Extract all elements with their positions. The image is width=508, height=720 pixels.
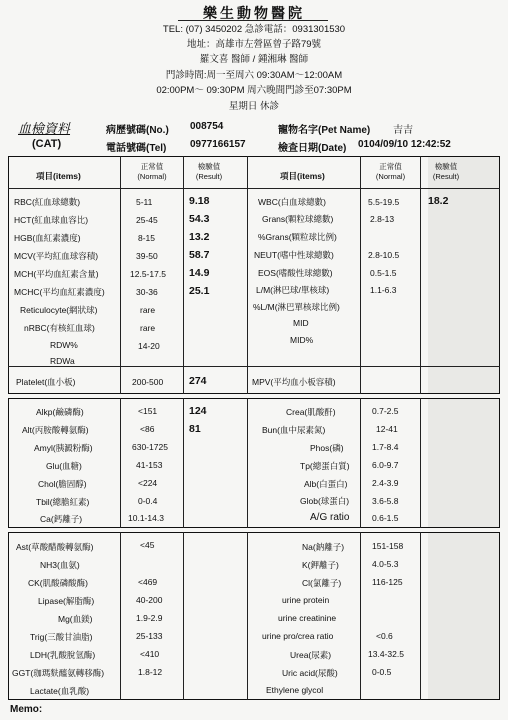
- table-row-item: Alt(丙胺酸轉氨酶): [22, 425, 89, 435]
- table-row-normal: 1.1-6.3: [370, 285, 397, 295]
- cbc-platelet-line: [8, 366, 500, 367]
- table-row-result: 54.3: [189, 213, 210, 225]
- divider: [420, 156, 421, 394]
- table-row-item: Lactate(血乳酸): [30, 686, 90, 696]
- divider: [247, 398, 248, 528]
- pet-name-label: 寵物名字(Pet Name): [278, 125, 371, 136]
- clinic-phone: TEL: (07) 3450202 急診電話：0931301530: [162, 24, 346, 35]
- table-row-result: 124: [189, 405, 207, 417]
- table-row-normal: 4.0-5.3: [372, 559, 399, 569]
- table-row-item: Na(鈉離子): [302, 542, 345, 552]
- table-row-normal: 0.7-2.5: [372, 406, 399, 416]
- divider: [420, 532, 421, 700]
- table-row-normal: 0-0.5: [372, 667, 392, 677]
- clinic-hours-2: 02:00PM～ 09:30PM 周六晚間門診至07:30PM: [156, 85, 352, 96]
- table-row-normal: 2.8-13: [370, 214, 395, 224]
- table-row-item: Amyl(胰澱粉酶): [34, 443, 93, 453]
- header-item: 項目(items): [36, 171, 81, 181]
- table-row-item: LDH(乳酸脫氫酶): [30, 650, 96, 660]
- header-normal: 正常值: [140, 162, 164, 171]
- table-row-result: 18.2: [428, 195, 449, 207]
- table-row-normal: 30-36: [136, 287, 158, 297]
- table-row-normal: 25-133: [136, 631, 163, 641]
- platelet-normal: 200-500: [132, 377, 164, 387]
- table-row-item: Bun(血中尿素氮): [262, 425, 326, 435]
- memo-label: Memo:: [10, 704, 43, 715]
- platelet-item: Platelet(血小板): [16, 377, 76, 387]
- mpv-item: MPV(平均血小板容積): [252, 377, 336, 387]
- divider: [120, 398, 121, 528]
- table-row-normal: 8-15: [138, 233, 156, 243]
- cbc-header-line: [8, 188, 500, 189]
- table-row-item: urine creatinine: [278, 613, 337, 623]
- table-row-item: %L/M(淋巴單核球比例): [253, 302, 340, 312]
- table-row-result: 13.2: [189, 231, 210, 243]
- date-label: 檢查日期(Date): [278, 143, 347, 154]
- table-row-normal: 630-1725: [132, 442, 168, 452]
- header-result-en: (Result): [195, 172, 223, 181]
- table-row-item: WBC(白血球總數): [258, 197, 326, 207]
- header-result-en: (Result): [432, 172, 460, 181]
- table-row-item: Ethylene glycol: [266, 685, 324, 695]
- table-row-normal: 14-20: [138, 341, 160, 351]
- table-row-normal: 5-11: [136, 197, 153, 207]
- table-row-item: A/G ratio: [310, 512, 350, 523]
- table-row-item: Mg(血鎂): [58, 614, 93, 624]
- table-row-normal: rare: [140, 323, 156, 333]
- record-value: 008754: [190, 121, 224, 132]
- table-row-item: MCV(平均紅血球容積): [14, 251, 99, 261]
- table-row-normal: <86: [140, 424, 155, 434]
- platelet-result: 274: [189, 375, 207, 387]
- record-label: 病歷號碼(No.): [106, 125, 169, 136]
- table-row-item: Crea(肌酸酐): [286, 407, 336, 417]
- table-row-normal: 0-0.4: [138, 496, 158, 506]
- tel-value: 0977166157: [190, 139, 246, 150]
- table-row-normal: 40-200: [136, 595, 163, 605]
- table-row-normal: 1.8-12: [138, 667, 163, 677]
- table-row-item: Ca(鈣離子): [40, 514, 83, 524]
- table-row-normal: 151-158: [372, 541, 404, 551]
- table-row-item: L/M(淋巴球/單核球): [256, 285, 330, 295]
- header-normal: 正常值: [379, 162, 402, 171]
- table-row-normal: <151: [138, 406, 158, 416]
- table-row-item: HCT(紅血球血容比): [14, 215, 89, 225]
- table-row-item: Alkp(鹼磷酶): [36, 407, 84, 417]
- header-normal-en: (Normal): [137, 172, 167, 181]
- divider: [120, 532, 121, 700]
- table-row-item: MID%: [290, 335, 314, 345]
- table-row-normal: 0.6-1.5: [372, 513, 399, 523]
- table-row-item: Uric acid(尿酸): [282, 668, 338, 678]
- cbc-shade: [428, 157, 499, 393]
- table-row-result: 58.7: [189, 249, 210, 261]
- table-row-normal: <224: [138, 478, 158, 488]
- header-normal-en: (Normal): [375, 172, 406, 181]
- table-row-normal: 2.8-10.5: [368, 250, 400, 260]
- table-row-normal: 5.5-19.5: [368, 197, 400, 207]
- clinic-name: 樂生動物醫院: [203, 6, 305, 22]
- table-row-normal: <410: [140, 649, 160, 659]
- table-row-normal: 12.5-17.5: [130, 269, 166, 279]
- form-subtitle: (CAT): [32, 138, 62, 150]
- table-row-item: K(鉀離子): [302, 560, 339, 570]
- table-row-item: Glob(球蛋白): [300, 496, 350, 506]
- table-row-normal: 25-45: [136, 215, 158, 225]
- table-row-normal: 39-50: [136, 251, 158, 261]
- table-row-normal: 1.9-2.9: [136, 613, 163, 623]
- table-row-normal: 10.1-14.3: [128, 513, 164, 523]
- table-row-item: Trig(三酸甘油脂): [30, 632, 93, 642]
- table-row-normal: 41-153: [136, 460, 163, 470]
- header-result: 檢驗值: [434, 162, 458, 171]
- date-value: 0104/09/10 12:42:52: [358, 139, 451, 150]
- table-row-item: Tbil(總膽紅素): [36, 497, 90, 507]
- table-row-item: RDWa: [50, 356, 75, 366]
- table-row-item: MCHC(平均血紅素濃度): [14, 287, 105, 297]
- table-row-normal: <0.6: [376, 631, 393, 641]
- divider: [247, 532, 248, 700]
- header-item: 項目(items): [280, 171, 325, 181]
- divider: [360, 532, 361, 700]
- tel-label: 電話號碼(Tel): [106, 143, 167, 154]
- divider: [247, 156, 248, 394]
- divider: [183, 532, 184, 700]
- form-title: 血檢資料: [18, 122, 71, 137]
- table-row-item: CK(肌酸磷酸酶): [28, 578, 88, 588]
- divider: [360, 156, 361, 394]
- table-row-item: urine protein: [282, 595, 330, 605]
- table-row-item: nRBC(有核紅血球): [24, 323, 95, 333]
- divider: [420, 398, 421, 528]
- table-row-item: urine pro/crea ratio: [262, 631, 334, 641]
- table-row-item: NH3(血氨): [40, 560, 80, 570]
- table-row-item: Grans(顆粒球總數): [262, 214, 334, 224]
- table-row-item: Phos(磷): [310, 443, 344, 453]
- table-row-result: 9.18: [189, 195, 210, 207]
- divider: [360, 398, 361, 528]
- table-row-normal: 2.4-3.9: [372, 478, 399, 488]
- table-row-normal: <469: [138, 577, 158, 587]
- table-row-item: Tp(總蛋白質): [300, 461, 350, 471]
- pet-name-value: 吉吉: [393, 125, 413, 136]
- table-row-item: GGT(珈瑪麩醯氨轉移酶): [12, 668, 105, 678]
- clinic-doctors: 羅文喜 醫師 / 鍾湘琳 醫師: [199, 54, 309, 65]
- table-row-normal: <45: [140, 540, 155, 550]
- table-row-item: Ast(草酸醋酸轉氨酶): [16, 542, 94, 552]
- table-row-item: Cl(氯離子): [302, 578, 342, 588]
- table-row-item: Alb(白蛋白): [304, 479, 348, 489]
- table-row-item: RBC(紅血球總數): [14, 197, 81, 207]
- table-row-item: MCH(平均血紅素含量): [14, 269, 99, 279]
- chem1-shade: [428, 399, 499, 527]
- table-row-normal: 12-41: [376, 424, 398, 434]
- table-row-item: Urea(尿素): [290, 650, 332, 660]
- table-row-result: 81: [189, 423, 201, 435]
- table-row-item: HGB(血紅素濃度): [14, 233, 81, 243]
- table-row-normal: 1.7-8.4: [372, 442, 399, 452]
- divider: [183, 398, 184, 528]
- table-row-item: Lipase(解脂酶): [38, 596, 95, 606]
- chem2-shade: [428, 533, 499, 699]
- table-row-item: Reticulocyte(網狀球): [20, 305, 98, 315]
- table-row-item: Glu(血糖): [46, 461, 82, 471]
- table-row-normal: 3.6-5.8: [372, 496, 399, 506]
- table-row-item: RDW%: [50, 340, 78, 350]
- clinic-address: 地址：高雄市左營區曾子路79號: [186, 39, 322, 50]
- table-row-normal: 116-125: [372, 577, 403, 587]
- table-row-item: MID: [293, 318, 309, 328]
- table-row-normal: rare: [140, 305, 156, 315]
- table-row-item: %Grans(顆粒球比例): [258, 232, 337, 242]
- header-result: 檢驗值: [197, 162, 221, 171]
- table-row-result: 14.9: [189, 267, 210, 279]
- table-row-item: Chol(膽固醇): [38, 479, 87, 489]
- divider: [183, 156, 184, 394]
- table-row-normal: 13.4-32.5: [368, 649, 404, 659]
- table-row-normal: 6.0-9.7: [372, 460, 399, 470]
- table-row-normal: 0.5-1.5: [370, 268, 397, 278]
- table-row-item: EOS(嗜酸性球總數): [258, 268, 333, 278]
- clinic-closed: 星期日 休診: [228, 101, 280, 112]
- table-row-result: 25.1: [189, 285, 210, 297]
- clinic-hours-1: 門診時間:周一至周六 09:30AM～12:00AM: [165, 70, 343, 81]
- table-row-item: NEUT(嗜中性球總數): [254, 250, 334, 260]
- divider: [120, 156, 121, 394]
